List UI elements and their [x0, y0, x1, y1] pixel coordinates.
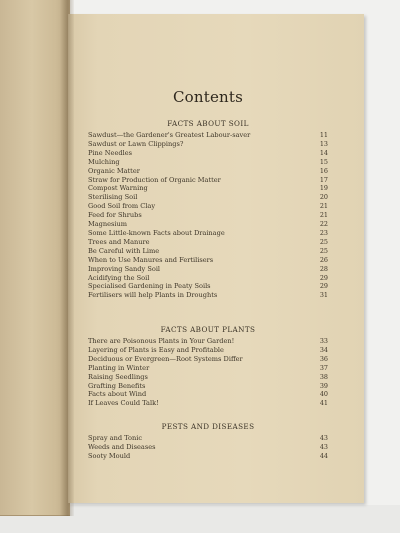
section-heading-pests: PESTS AND DISEASES	[161, 422, 255, 431]
toc-list-pests	[88, 434, 328, 461]
toc-entry-page: 31	[319, 291, 328, 300]
toc-entry-page: 40	[319, 390, 328, 399]
toc-entry[interactable]	[88, 256, 328, 265]
toc-list-soil	[88, 131, 328, 300]
toc-entry[interactable]	[88, 373, 328, 382]
toc-entry-label: Trees and Manure	[88, 237, 150, 246]
toc-entry-page: 26	[319, 255, 328, 264]
toc-entry-label: Facts about Wind	[88, 390, 147, 399]
toc-entry-label: Some Little-known Facts about Drainage	[88, 228, 225, 237]
toc-entry-page: 23	[319, 228, 328, 237]
toc-entry-label: Grafting Benefits	[88, 381, 146, 390]
toc-entry-label: Deciduous or Evergreen—Root Systems Differ	[88, 354, 243, 363]
toc-entry[interactable]	[88, 158, 328, 167]
toc-entry-page: 25	[319, 237, 328, 246]
toc-entry-page: 43	[319, 442, 328, 451]
toc-entry[interactable]	[88, 346, 328, 355]
toc-entry-label: Planting in Winter	[88, 363, 150, 372]
toc-entry[interactable]	[88, 176, 328, 185]
toc-entry-page: 43	[319, 434, 328, 442]
toc-entry-page: 11	[319, 131, 328, 139]
toc-entry-page: 13	[319, 139, 328, 148]
toc-entry-label: Raising Seedlings	[88, 372, 148, 381]
toc-entry-page: 41	[319, 399, 328, 408]
toc-list-plants	[88, 337, 328, 408]
toc-entry-label: Be Careful with Lime	[88, 246, 160, 255]
toc-entry[interactable]	[88, 382, 328, 391]
toc-entry-label: Mulching	[88, 157, 120, 166]
toc-entry-label: Spray and Tonic	[88, 434, 143, 442]
toc-entry-page: 25	[319, 246, 328, 255]
toc-entry-page: 37	[319, 363, 328, 372]
toc-entry[interactable]	[88, 443, 328, 452]
toc-entry-label: Sawdust or Lawn Clippings?	[88, 139, 184, 148]
toc-entry-page: 29	[319, 282, 328, 291]
toc-entry-label: There are Poisonous Plants in Your Garden!	[88, 337, 235, 345]
toc-entry[interactable]	[88, 337, 328, 346]
toc-entry[interactable]	[88, 167, 328, 176]
toc-entry-page: 22	[319, 220, 328, 229]
toc-entry-label: Acidifying the Soil	[88, 273, 150, 282]
toc-entry[interactable]	[88, 274, 328, 283]
toc-entry-page: 16	[319, 166, 328, 175]
toc-entry-label: Magnesium	[88, 220, 128, 229]
toc-entry-label: Sawdust—the Gardener's Greatest Labour-saver	[88, 131, 251, 139]
toc-entry-page: 38	[319, 372, 328, 381]
toc-entry-label: Straw for Production of Organic Matter	[88, 175, 221, 184]
toc-entry[interactable]	[88, 202, 328, 211]
toc-entry-page: 15	[319, 157, 328, 166]
toc-entry-page: 44	[319, 451, 328, 460]
toc-entry[interactable]	[88, 282, 328, 291]
toc-entry[interactable]	[88, 452, 328, 461]
toc-entry[interactable]	[88, 434, 328, 443]
toc-entry-label: Weeds and Diseases	[88, 442, 156, 451]
toc-entry-label: Compost Warning	[88, 184, 148, 193]
toc-entry-page: 29	[319, 273, 328, 282]
toc-entry[interactable]	[88, 140, 328, 149]
toc-entry-page: 33	[319, 337, 328, 345]
section-heading-plants: FACTS ABOUT PLANTS	[160, 325, 256, 334]
toc-entry[interactable]	[88, 229, 328, 238]
toc-entry-label: Layering of Plants is Easy and Profitable	[88, 345, 224, 354]
toc-entry-label: Pine Needles	[88, 148, 132, 157]
toc-entry-page: 39	[319, 381, 328, 390]
toc-entry-label: Specialised Gardening in Peaty Soils	[88, 282, 211, 291]
toc-entry-page: 21	[319, 202, 328, 211]
toc-entry[interactable]	[88, 265, 328, 274]
toc-entry-page: 14	[319, 148, 328, 157]
toc-entry-label: If Leaves Could Talk!	[88, 399, 159, 408]
toc-entry-label: Organic Matter	[88, 166, 140, 175]
toc-entry[interactable]	[88, 355, 328, 364]
toc-entry-page: 21	[319, 211, 328, 220]
toc-entry-label: Feed for Shrubs	[88, 211, 142, 220]
toc-entry-label: Improving Sandy Soil	[88, 264, 161, 273]
toc-entry[interactable]	[88, 211, 328, 220]
toc-entry-label: Sterilising Soil	[88, 193, 138, 202]
toc-entry[interactable]	[88, 149, 328, 158]
page-title: Contents	[172, 88, 244, 106]
toc-entry-page: 34	[319, 345, 328, 354]
toc-entry-page: 17	[319, 175, 328, 184]
toc-entry[interactable]	[88, 193, 328, 202]
toc-entry-label: When to Use Manures and Fertilisers	[88, 255, 214, 264]
toc-entry-label: Good Soil from Clay	[88, 202, 156, 211]
toc-entry-page: 19	[319, 184, 328, 193]
section-heading-soil: FACTS ABOUT SOIL	[167, 119, 249, 128]
toc-entry-page: 28	[319, 264, 328, 273]
toc-entry-label: Sooty Mould	[88, 451, 131, 460]
toc-entry[interactable]	[88, 247, 328, 256]
book-gutter	[60, 0, 74, 516]
toc-entry[interactable]	[88, 399, 328, 408]
toc-entry-page: 20	[319, 193, 328, 202]
toc-entry[interactable]	[88, 238, 328, 247]
toc-entry-page: 36	[319, 354, 328, 363]
toc-entry[interactable]	[88, 184, 328, 193]
toc-entry[interactable]	[88, 131, 328, 140]
toc-entry[interactable]	[88, 390, 328, 399]
toc-entry[interactable]	[88, 291, 328, 300]
toc-entry[interactable]	[88, 364, 328, 373]
toc-entry[interactable]	[88, 220, 328, 229]
toc-entry-label: Fertilisers will help Plants in Droughts	[88, 291, 218, 300]
